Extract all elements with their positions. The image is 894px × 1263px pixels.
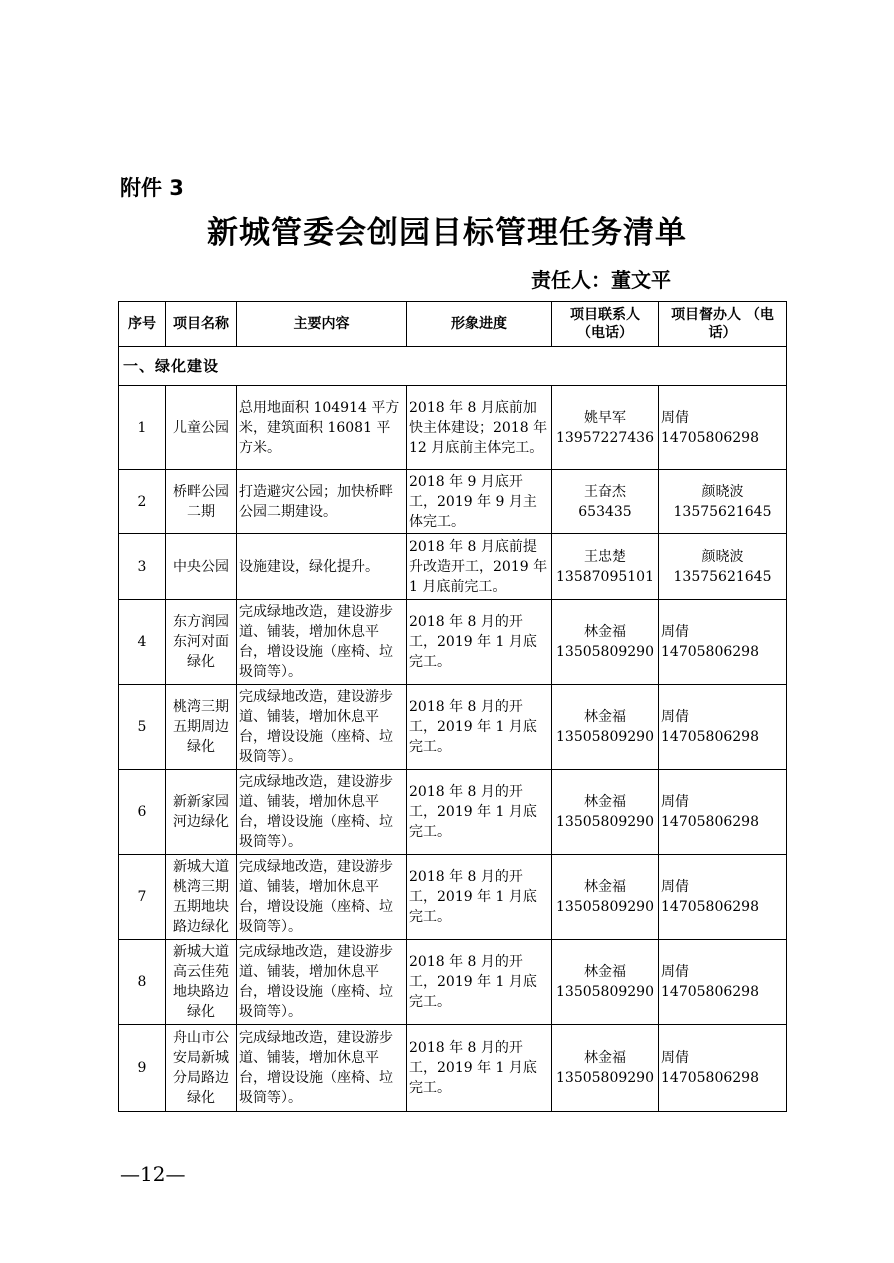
row-index: 9 bbox=[119, 1025, 166, 1112]
row-main-content: 完成绿地改造，建设游步道、铺装，增加休息平台，增设设施（座椅、垃圾筒等）。 bbox=[237, 940, 407, 1025]
table-row bbox=[119, 470, 787, 534]
row-supervisor: 周倩 14705806298 bbox=[659, 940, 787, 1025]
header-supervisor: 项目督办人 （电 话） bbox=[659, 302, 787, 347]
row-supervisor: 周倩 14705806298 bbox=[659, 685, 787, 770]
row-project-name: 新新家园河边绿化 bbox=[166, 770, 237, 855]
row-contact: 林金福 13505809290 bbox=[552, 940, 659, 1025]
row-contact: 林金福 13505809290 bbox=[552, 685, 659, 770]
section-label: 一、绿化建设 bbox=[119, 347, 787, 386]
row-main-content: 完成绿地改造，建设游步道、铺装，增加休息平台，增设设施（座椅、垃圾筒等）。 bbox=[237, 770, 407, 855]
table-row bbox=[119, 685, 787, 770]
row-index: 4 bbox=[119, 600, 166, 685]
row-project-name: 东方润园东河对面绿化 bbox=[166, 600, 237, 685]
row-project-name: 新城大道桃湾三期五期地块路边绿化 bbox=[166, 855, 237, 940]
row-project-name: 中央公园 bbox=[166, 534, 237, 600]
row-main-content: 打造避灾公园；加快桥畔公园二期建设。 bbox=[237, 470, 407, 534]
header-project-name: 项目名称 bbox=[166, 302, 237, 347]
row-main-content: 完成绿地改造，建设游步道、铺装，增加休息平台，增设设施（座椅、垃圾筒等）。 bbox=[237, 685, 407, 770]
table-row bbox=[119, 770, 787, 855]
row-supervisor: 周倩 14705806298 bbox=[659, 386, 787, 470]
table-row bbox=[119, 386, 787, 470]
row-index: 1 bbox=[119, 386, 166, 470]
row-contact: 林金福 13505809290 bbox=[552, 600, 659, 685]
table-row bbox=[119, 1025, 787, 1112]
row-project-name: 新城大道高云佳苑地块路边绿化 bbox=[166, 940, 237, 1025]
row-supervisor: 颜晓波 13575621645 bbox=[659, 534, 787, 600]
row-progress: 2018 年 8 月的开工，2019 年 1 月底完工。 bbox=[407, 1025, 552, 1112]
row-supervisor: 周倩 14705806298 bbox=[659, 855, 787, 940]
row-project-name: 桃湾三期五期周边绿化 bbox=[166, 685, 237, 770]
row-supervisor: 颜晓波 13575621645 bbox=[659, 470, 787, 534]
row-index: 5 bbox=[119, 685, 166, 770]
row-project-name: 儿童公园 bbox=[166, 386, 237, 470]
row-index: 2 bbox=[119, 470, 166, 534]
row-supervisor: 周倩 14705806298 bbox=[659, 600, 787, 685]
row-contact: 林金福 13505809290 bbox=[552, 855, 659, 940]
row-index: 7 bbox=[119, 855, 166, 940]
row-contact: 王忠楚 13587095101 bbox=[552, 534, 659, 600]
page-number: —12— bbox=[120, 1162, 186, 1186]
row-progress: 2018 年 8 月底前提升改造开工，2019 年 1 月底前完工。 bbox=[407, 534, 552, 600]
row-main-content: 设施建设，绿化提升。 bbox=[237, 534, 407, 600]
row-main-content: 完成绿地改造，建设游步道、铺装，增加休息平台，增设设施（座椅、垃圾筒等）。 bbox=[237, 1025, 407, 1112]
row-main-content: 完成绿地改造，建设游步道、铺装，增加休息平台，增设设施（座椅、垃圾筒等）。 bbox=[237, 855, 407, 940]
responsible-person: 责任人：董文平 bbox=[531, 268, 671, 292]
header-contact: 项目联系人 （电话） bbox=[552, 302, 659, 347]
row-progress: 2018 年 8 月的开工，2019 年 1 月底完工。 bbox=[407, 940, 552, 1025]
row-index: 8 bbox=[119, 940, 166, 1025]
table-row bbox=[119, 600, 787, 685]
header-index: 序号 bbox=[119, 302, 166, 347]
row-index: 3 bbox=[119, 534, 166, 600]
row-contact: 姚早军 13957227436 bbox=[552, 386, 659, 470]
task-table bbox=[118, 301, 787, 1112]
table-row bbox=[119, 940, 787, 1025]
table-header-row bbox=[119, 302, 787, 347]
row-main-content: 总用地面积 104914 平方米，建筑面积 16081 平方米。 bbox=[237, 386, 407, 470]
section-row bbox=[119, 347, 787, 386]
row-contact: 林金福 13505809290 bbox=[552, 770, 659, 855]
row-progress: 2018 年 8 月的开工，2019 年 1 月底完工。 bbox=[407, 600, 552, 685]
row-project-name: 舟山市公安局新城分局路边绿化 bbox=[166, 1025, 237, 1112]
table-row bbox=[119, 534, 787, 600]
row-progress: 2018 年 8 月的开工，2019 年 1 月底完工。 bbox=[407, 685, 552, 770]
header-main-content: 主要内容 bbox=[237, 302, 407, 347]
row-supervisor: 周倩 14705806298 bbox=[659, 1025, 787, 1112]
row-progress: 2018 年 8 月的开工，2019 年 1 月底完工。 bbox=[407, 855, 552, 940]
row-index: 6 bbox=[119, 770, 166, 855]
row-project-name: 桥畔公园二期 bbox=[166, 470, 237, 534]
row-progress: 2018 年 8 月的开工，2019 年 1 月底完工。 bbox=[407, 770, 552, 855]
row-progress: 2018 年 8 月底前加快主体建设；2018 年 12 月底前主体完工。 bbox=[407, 386, 552, 470]
row-main-content: 完成绿地改造，建设游步道、铺装，增加休息平台，增设设施（座椅、垃圾筒等）。 bbox=[237, 600, 407, 685]
attachment-label: 附件 3 bbox=[120, 176, 184, 200]
row-progress: 2018 年 9 月底开工，2019 年 9 月主体完工。 bbox=[407, 470, 552, 534]
row-supervisor: 周倩 14705806298 bbox=[659, 770, 787, 855]
row-contact: 林金福 13505809290 bbox=[552, 1025, 659, 1112]
table-row bbox=[119, 855, 787, 940]
row-contact: 王奋杰 653435 bbox=[552, 470, 659, 534]
document-title: 新城管委会创园目标管理任务清单 bbox=[207, 215, 687, 251]
header-progress: 形象进度 bbox=[407, 302, 552, 347]
